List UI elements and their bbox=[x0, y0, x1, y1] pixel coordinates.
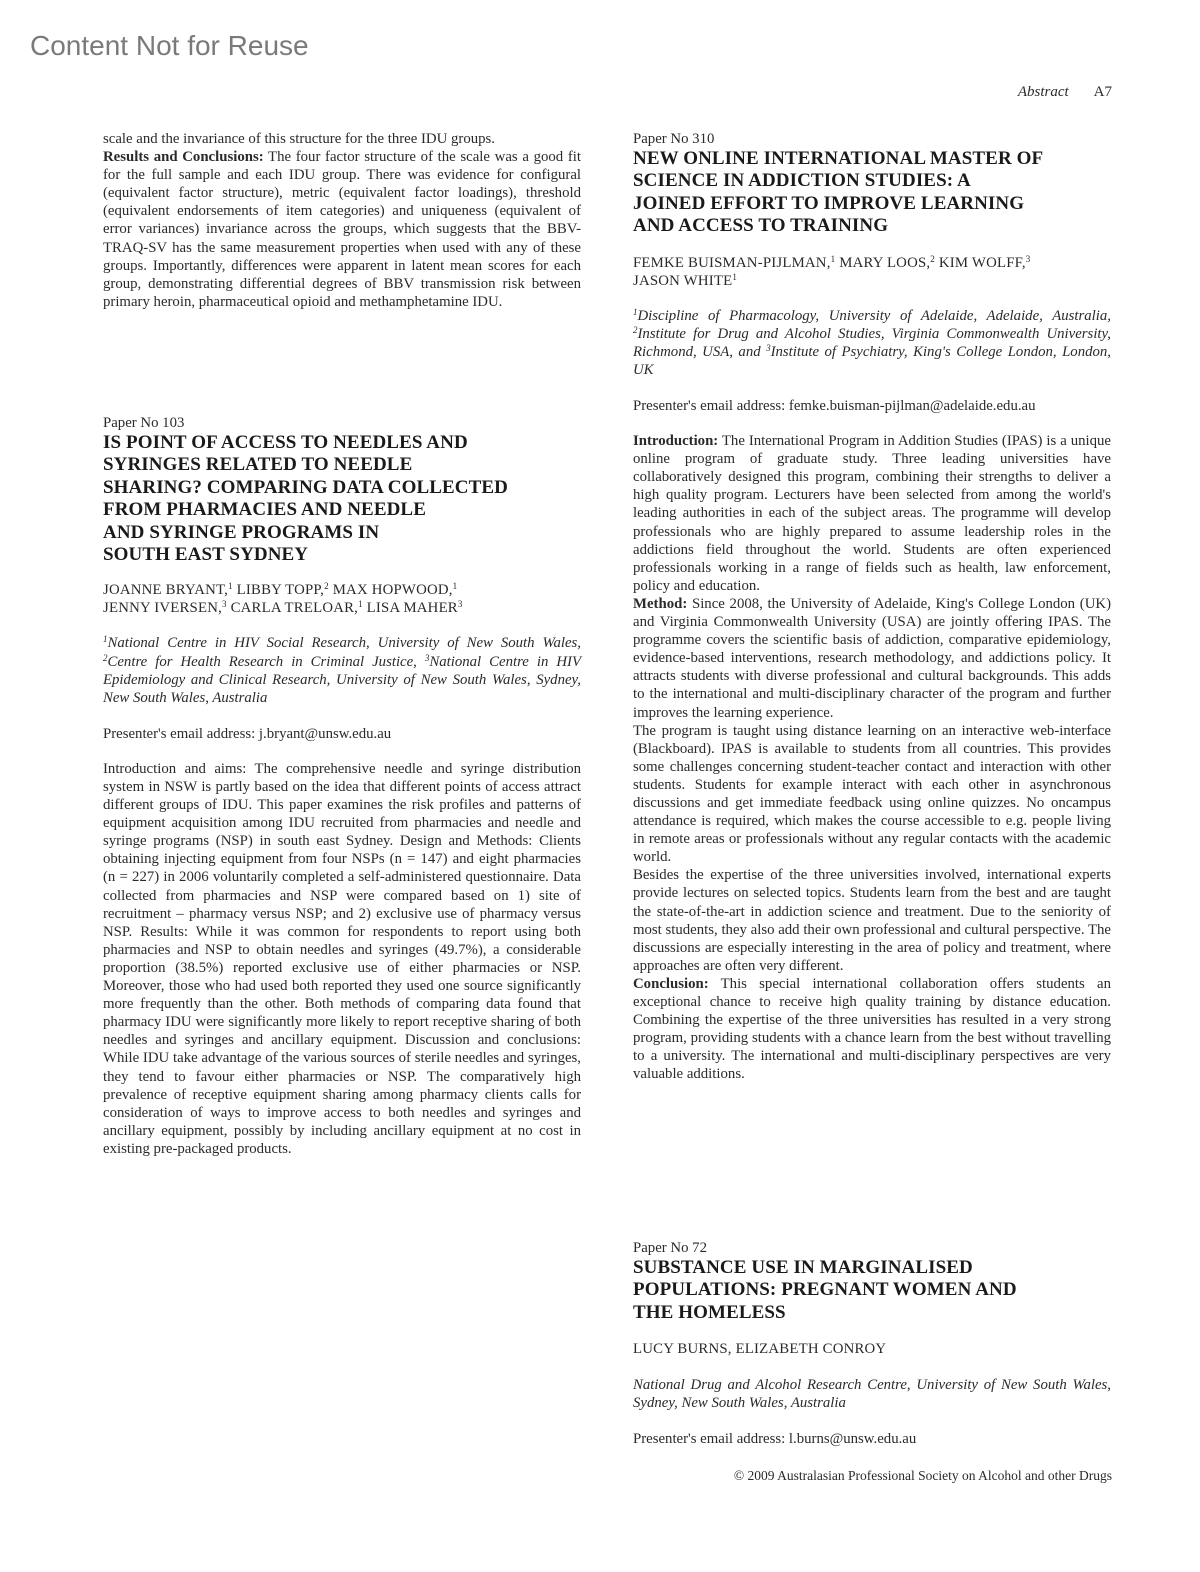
affiliation-marker: 1 bbox=[633, 306, 638, 317]
affiliation-marker: 3 bbox=[424, 652, 430, 663]
affiliation-marker: 2 bbox=[324, 581, 329, 592]
affiliation-text: Centre for Health Research in Criminal Justice, bbox=[107, 653, 425, 670]
affiliation-marker: 1 bbox=[452, 581, 458, 592]
affiliation-text: Discipline of Pharmacology, University of Adelaide, Adelaide, Australia, bbox=[637, 307, 1111, 324]
paragraph-text: The program is taught using distance learning on an interactive web-interface (Blackboard). IPAS is available to students from all countries. This provides some challenges concerning student-teacher contact and interaction with other students. Students for example interact with each other in asynchronous discussions and get immediate feedback using online quizzes. No oncampus attendance is required, which makes the course accessible to e.g. people living in remote areas or professionals without any regular contacts with the academic world. bbox=[633, 722, 1111, 866]
affiliation-marker: 1 bbox=[358, 599, 363, 610]
paper-number: Paper No 103 bbox=[103, 415, 185, 431]
affiliation-marker: 1 bbox=[228, 581, 233, 592]
title-line: SCIENCE IN ADDICTION STUDIES: A bbox=[633, 170, 971, 192]
title-line: NEW ONLINE INTERNATIONAL MASTER OF bbox=[633, 148, 1044, 169]
paper-title bbox=[633, 1257, 1111, 1324]
paper-72 bbox=[633, 1239, 1111, 1449]
presenter-email: Presenter's email address: femke.buisman-pijlman@adelaide.edu.au bbox=[633, 398, 1036, 414]
affiliations bbox=[103, 634, 581, 706]
paragraph-text: The International Program in Addition Studies (IPAS) is a unique online program of graduate study. Three leading universities have collaboratively designed this program, combining their strengths to deliver a high quality program. Lecturers have been selected from among the world's leading authorities in each of the subject areas. The programme will develop professionals who are highly prepared to assume leadership roles in the addictions field throughout the world. Students are often experienced professionals working in a range of fields such as health, law enforcement, policy and education. bbox=[633, 433, 1111, 594]
paper-number: Paper No 72 bbox=[633, 1240, 707, 1256]
affiliation-marker: 3 bbox=[766, 342, 771, 353]
affiliation-marker: 3 bbox=[1025, 253, 1031, 264]
title-line: SOUTH EAST SYDNEY bbox=[103, 544, 309, 566]
paper-310 bbox=[633, 130, 1111, 1083]
paper-number: Paper No 310 bbox=[633, 131, 715, 147]
section-label: Introduction: bbox=[633, 433, 719, 450]
abstract-body bbox=[633, 432, 1111, 1083]
page-number: A7 bbox=[1093, 84, 1112, 100]
presenter-email: Presenter's email address: j.bryant@unsw.edu.au bbox=[103, 725, 392, 742]
paragraph-text: Besides the expertise of the three universities involved, international experts provide lectures on selected topics. Students learn from the best and are taught the state-of-the-art in addiction science and treatment. Due to the seniority of most students, they also add their own professional and cultural perspective. The discussions are especially interesting in the area of policy and treatment, where approaches are often very different. bbox=[633, 867, 1111, 974]
title-line: IS POINT OF ACCESS TO NEEDLES AND bbox=[103, 432, 468, 453]
authors bbox=[103, 581, 581, 617]
title-line: POPULATIONS: PREGNANT WOMEN AND bbox=[633, 1279, 1017, 1301]
title-line: AND SYRINGE PROGRAMS IN bbox=[103, 521, 380, 543]
watermark: Content Not for Reuse bbox=[30, 30, 309, 61]
authors bbox=[633, 254, 1111, 290]
paragraph bbox=[633, 432, 1111, 595]
affiliation-marker: 2 bbox=[103, 652, 108, 663]
affiliation-marker: 1 bbox=[103, 634, 108, 645]
author-name: JOANNE BRYANT, bbox=[103, 582, 229, 599]
title-line: SYRINGES RELATED TO NEEDLE bbox=[103, 454, 413, 476]
section-name: Abstract bbox=[1017, 84, 1069, 100]
affiliation-marker: 3 bbox=[457, 599, 463, 610]
paragraph-text: Since 2008, the University of Adelaide, King's College London (UK) and Virginia Commonwealth University (USA) are jointly offering IPAS. The programme covers the scientific basis of addiction, comparative epidemiology, evidence-based interventions, research methodology, and addictions policy. It attracts students with diverse professional and cultural backgrounds. This adds to the international and multi-disciplinary character of the program and further improves the learning experience. bbox=[633, 595, 1111, 721]
paragraph-text: This special international collaboration offers students an exceptional chance to receive high quality training by distance education. Combining the expertise of the three universities has resulted in a very strong program, providing students with a chance learn from the best without travelling to a university. The international and multi-disciplinary perspectives are very valuable additions. bbox=[633, 975, 1111, 1083]
paragraph bbox=[633, 975, 1111, 1084]
affiliation-text: National Centre in HIV Epidemiology and Clinical Research, University of New South Wales, Sydney, New South Wales, Australia bbox=[103, 653, 581, 706]
title-line: FROM PHARMACIES AND NEEDLE bbox=[103, 499, 426, 521]
paragraph bbox=[633, 722, 1111, 867]
affiliation-marker: 2 bbox=[930, 253, 935, 264]
paragraph bbox=[633, 866, 1111, 975]
author-name: FEMKE BUISMAN-PIJLMAN, bbox=[633, 254, 831, 271]
title-line: THE HOMELESS bbox=[633, 1301, 786, 1323]
paragraph: Results and Conclusions: The four factor structure of the scale was a good fit for the full sample and each IDU group. There was evidence for configural (equivalent factor structure), metric (equivalent factor loadings), threshold (equivalent endorsements of item categories) and uniqueness (equivalent of error variances) invariance across the groups, which suggests that the BBV-TRAQ-SV has the same measurement properties when used with any of these groups. Importantly, differences were apparent in latent mean scores for each group, demonstrating differential degrees of BBV transmission risk between primary heroin, pharmaceutical opioid and methamphetamine IDU. bbox=[103, 149, 581, 310]
author-name: MAX HOPWOOD, bbox=[328, 582, 453, 599]
author-name: MARY LOOS, bbox=[835, 254, 931, 271]
continued-abstract bbox=[103, 130, 581, 311]
title-line: SHARING? COMPARING DATA COLLECTED bbox=[103, 476, 508, 498]
affiliation-marker: 2 bbox=[633, 324, 638, 335]
title-line: JOINED EFFORT TO IMPROVE LEARNING bbox=[633, 192, 1025, 214]
affiliations bbox=[633, 307, 1111, 379]
author-name: JENNY IVERSEN, bbox=[103, 600, 222, 617]
author-line bbox=[633, 272, 1111, 290]
title-line: SUBSTANCE USE IN MARGINALISED bbox=[633, 1257, 973, 1278]
affiliation-text: Institute for Drug and Alcohol Studies, Virginia Commonwealth University, Richmond, USA, and bbox=[633, 325, 1111, 360]
affiliations: National Drug and Alcohol Research Centre, University of New South Wales, Sydney, New South Wales, Australia bbox=[633, 1377, 1111, 1412]
authors: LUCY BURNS, ELIZABETH CONROY bbox=[633, 1341, 887, 1358]
author-line bbox=[103, 599, 581, 617]
abstract-body: Introduction and aims: The comprehensive needle and syringe distribution system in NSW is partly based on the idea that different points of access attract different groups of IDU. This paper examines the risk profiles and patterns of equipment acquisition among IDU recruited from pharmacies and needle and syringe programs (NSP) in south east Sydney. Design and Methods: Clients obtaining injecting equipment from four NSPs (n = 147) and eight pharmacies (n = 227) in 2006 voluntarily completed a self-administered questionnaire. Data collected from pharmacies and NSP were compared based on 1) site of recruitment – pharmacy versus NSP; and 2) exclusive use of pharmacy versus NSP. Results: While it was common for respondents to report using both pharmacies and NSP to obtain needles and syringes (49.7%), a considerable proportion (38.5%) reported exclusive use of either pharmacies or NSP. Moreover, those who had used both reported they used one source significantly more frequently than the other. Both methods of comparing data found that pharmacy IDU were significantly more likely to report receptive sharing of both needles and syringes and ancillary equipment. Discussion and conclusions: While IDU take advantage of the various sources of sterile needles and syringes, they tend to favour either pharmacies or NSP. The comparatively high prevalence of receptive equipment sharing among pharmacy clients calls for consideration of ways to improve access to both needles and syringes and ancillary equipment, possibly by including ancillary equipment at no cost in existing pre-packaged products. bbox=[103, 760, 581, 1157]
paper-103 bbox=[103, 414, 581, 1158]
author-name: CARLA TRELOAR, bbox=[226, 600, 359, 617]
author-name: KIM WOLFF, bbox=[935, 254, 1026, 271]
affiliation-text: National Centre in HIV Social Research, University of New South Wales, bbox=[107, 635, 581, 652]
paper-title bbox=[633, 148, 1111, 238]
title-line: AND ACCESS TO TRAINING bbox=[633, 215, 889, 237]
affiliation-text: Institute of Psychiatry, King's College London, London, UK bbox=[633, 343, 1111, 378]
copyright-footer: © 2009 Australasian Professional Society on Alcohol and other Drugs bbox=[733, 1468, 1112, 1483]
affiliation-marker: 3 bbox=[221, 599, 227, 610]
affiliation-marker: 1 bbox=[732, 271, 738, 282]
paragraph: scale and the invariance of this structure for the three IDU groups. bbox=[103, 131, 495, 147]
paper-title bbox=[103, 432, 581, 566]
author-line bbox=[633, 254, 1111, 272]
running-head bbox=[1018, 84, 1112, 101]
presenter-email: Presenter's email address: l.burns@unsw.edu.au bbox=[633, 1431, 917, 1448]
author-name: LIBBY TOPP, bbox=[232, 582, 325, 599]
section-label: Method: bbox=[633, 595, 688, 612]
author-name: JASON WHITE bbox=[633, 272, 733, 289]
paragraph bbox=[633, 595, 1111, 722]
section-label: Conclusion: bbox=[633, 975, 709, 992]
author-line bbox=[103, 581, 581, 599]
author-name: LISA MAHER bbox=[362, 600, 458, 617]
affiliation-marker: 1 bbox=[830, 253, 836, 264]
